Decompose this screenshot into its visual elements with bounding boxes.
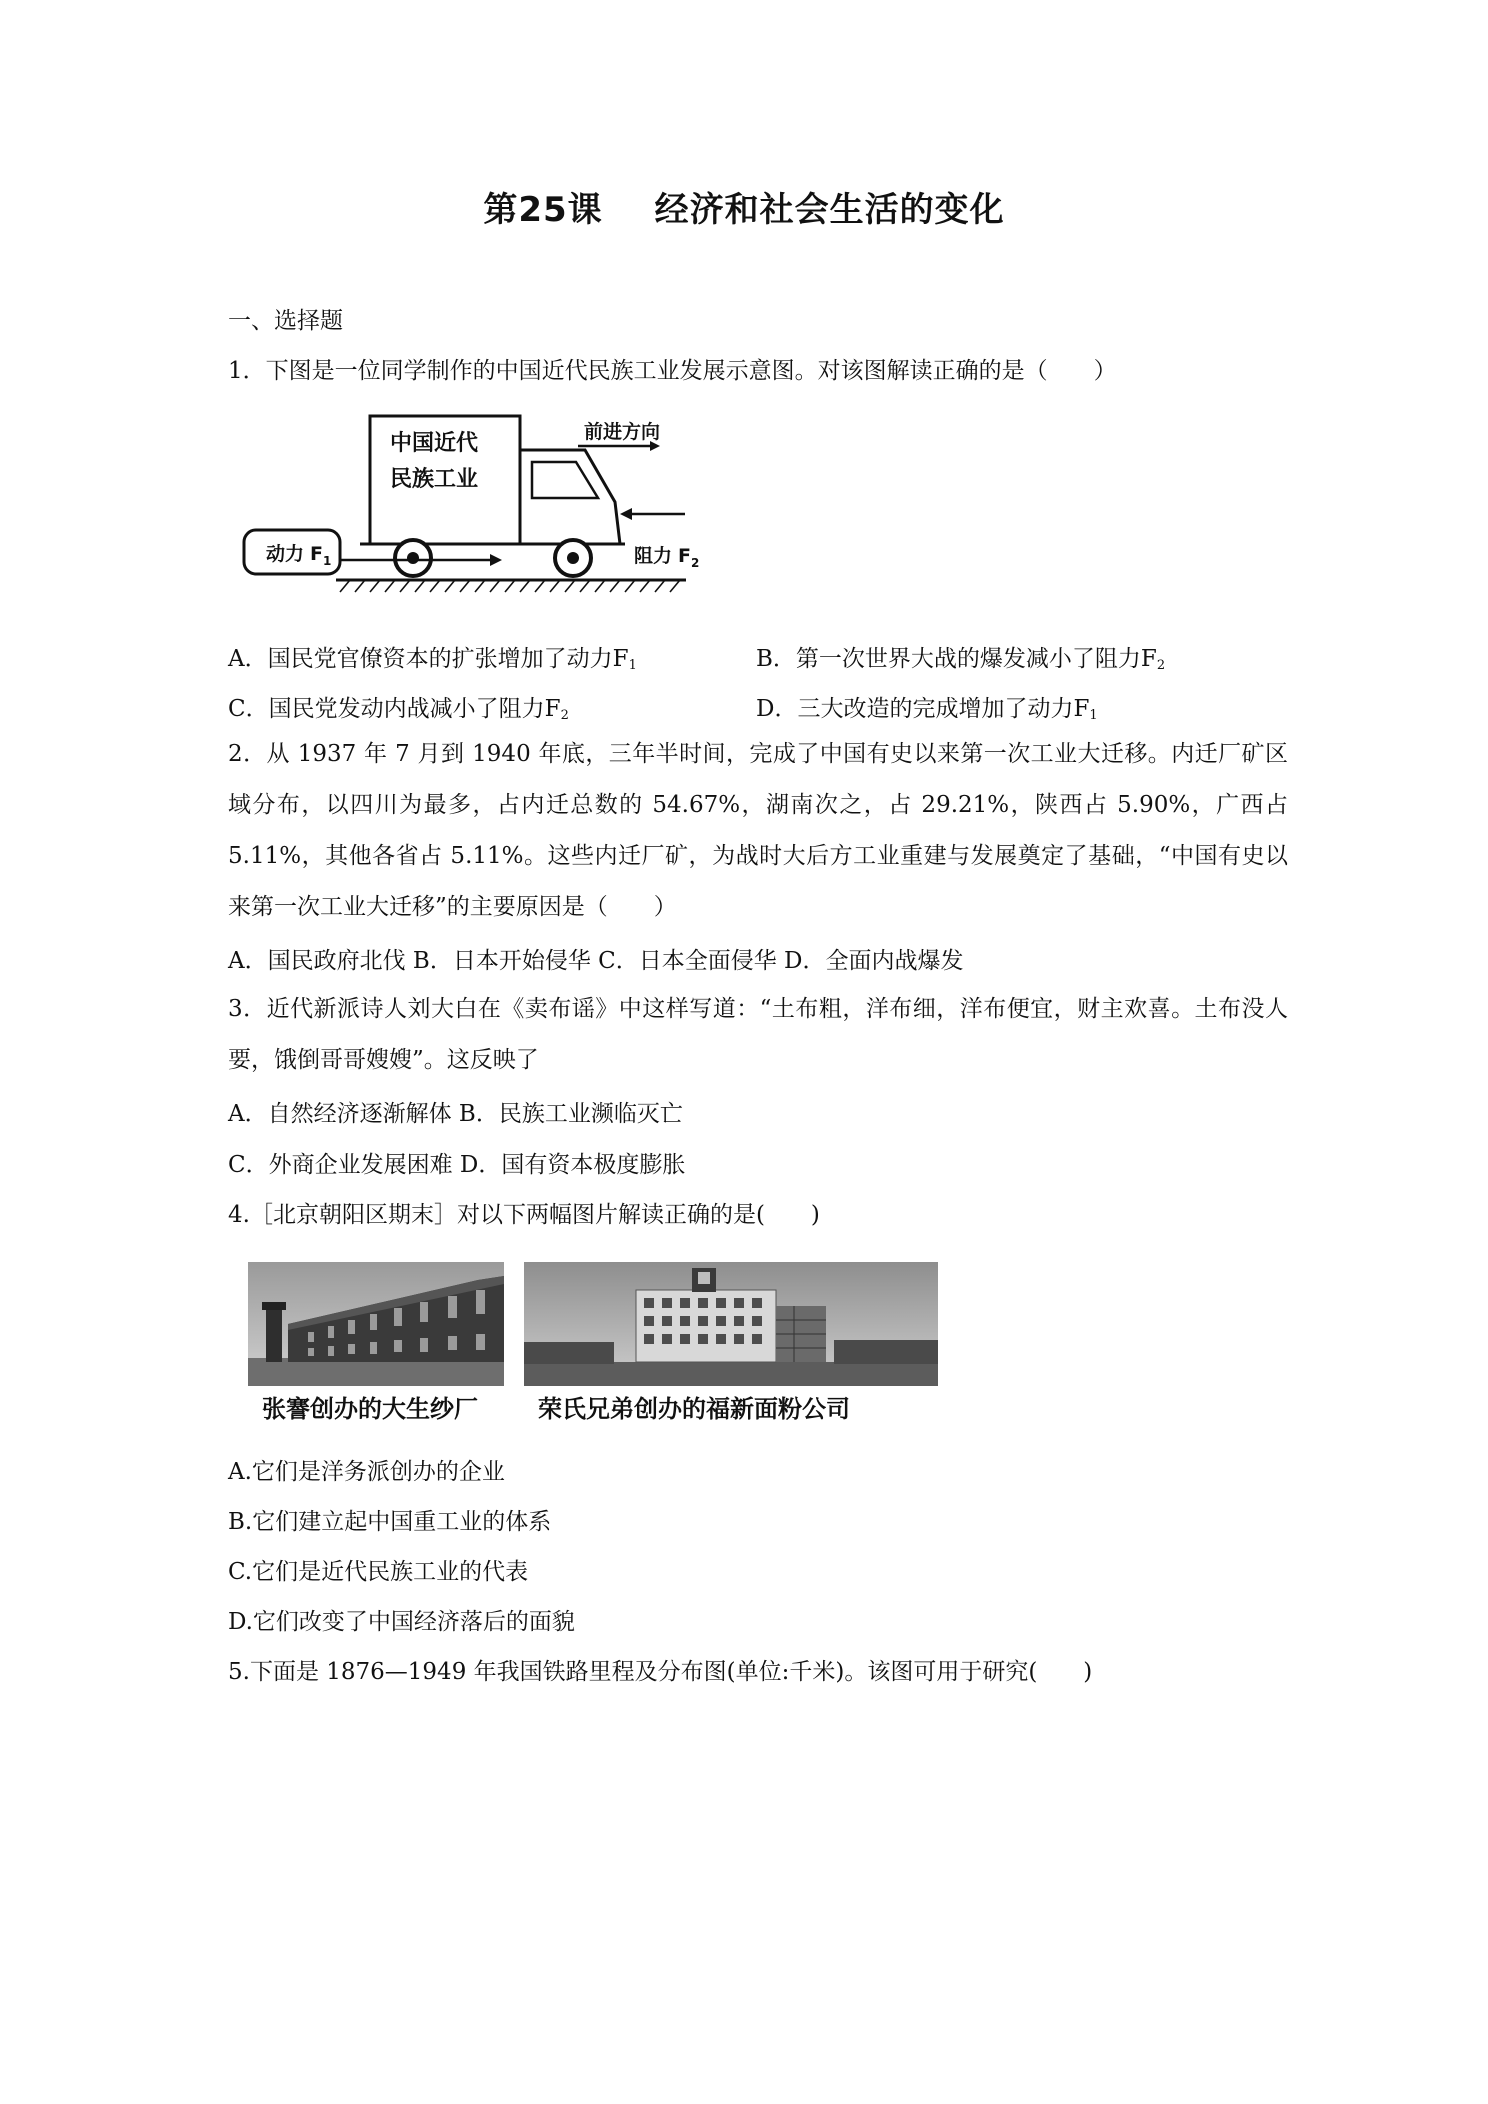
- q3-options-line1: A．自然经济逐渐解体 B．民族工业濒临灭亡: [228, 1101, 683, 1127]
- q4-option-b: B.它们建立起中国重工业的体系: [228, 1509, 552, 1535]
- lesson-number: 第25课: [483, 190, 603, 230]
- photo1-caption: 张謇创办的大生纱厂: [262, 1395, 478, 1423]
- q5-stem: 5.下面是 1876—1949 年我国铁路里程及分布图(单位:千米)。该图可用于研究( ): [228, 1659, 1093, 1685]
- q2-options: A．国民政府北伐 B．日本开始侵华 C．日本全面侵华 D．全面内战爆发: [228, 948, 964, 974]
- section-heading: 一、选择题: [228, 308, 343, 334]
- truck-diagram-svg: [240, 410, 700, 610]
- q1-stem: 1．下图是一位同学制作的中国近代民族工业发展示意图。对该图解读正确的是（ ）: [228, 358, 1117, 384]
- ground-hatching: [340, 580, 680, 592]
- q1-figure-truck-diagram: [240, 410, 700, 610]
- q3-stem: 3．近代新派诗人刘大白在《卖布谣》中这样写道：“土布粗，洋布细，洋布便宜，财主欢喜。土布没人要，饿倒哥哥嫂嫂”。这反映了: [228, 996, 1288, 1073]
- q4-stem: 4.［北京朝阳区期末］对以下两幅图片解读正确的是( ): [228, 1202, 820, 1228]
- q1-option-c: C．国民党发动内战减小了阻力$F_2$: [228, 696, 569, 723]
- photo2-image: [524, 1262, 938, 1386]
- q4-option-c: C.它们是近代民族工业的代表: [228, 1559, 529, 1585]
- truck-label-2: 民族工业: [390, 467, 479, 492]
- q4-option-a: A.它们是洋务派创办的企业: [228, 1459, 505, 1485]
- q1-option-b: B．第一次世界大战的爆发减小了阻力$F_2$: [756, 646, 1166, 673]
- q3-options-line2: C．外商企业发展困难 D．国有资本极度膨胀: [228, 1152, 686, 1178]
- page-title: [0, 182, 1488, 231]
- q2-stem: 2．从 1937 年 7 月到 1940 年底，三年半时间，完成了中国有史以来第一次工业大迁移。内迁厂矿区域分布，以四川为最多，占内迁总数的 54.67%，湖南次之，占 29.21%，陕西占 5.90%，广西占 5.11%，其他各省占 5.11%。这些内迁厂矿，为战时大后方工业重建与发展奠定了基础，“中国有史以来第一次工业大迁移”的主要原因是（ ）: [228, 741, 1288, 920]
- direction-label: 前进方向: [584, 421, 661, 443]
- force2-label: 阻力 $F_2$: [634, 545, 700, 570]
- q1-option-d: D．三大改造的完成增加了动力$F_1$: [756, 696, 1098, 723]
- force1-label: 动力 $F_1$: [266, 543, 332, 568]
- photo1-image: [248, 1262, 504, 1386]
- photo2-caption: 荣氏兄弟创办的福新面粉公司: [538, 1395, 850, 1423]
- truck-label-1: 中国近代: [390, 431, 479, 456]
- q4-photo-fuxin-flour: [524, 1262, 938, 1432]
- lesson-topic: 经济和社会生活的变化: [654, 190, 1005, 230]
- q4-photo-dasheng-mill: [248, 1262, 504, 1432]
- q4-option-d: D.它们改变了中国经济落后的面貌: [228, 1609, 575, 1635]
- q1-option-a: A．国民党官僚资本的扩张增加了动力$F_1$: [228, 646, 637, 673]
